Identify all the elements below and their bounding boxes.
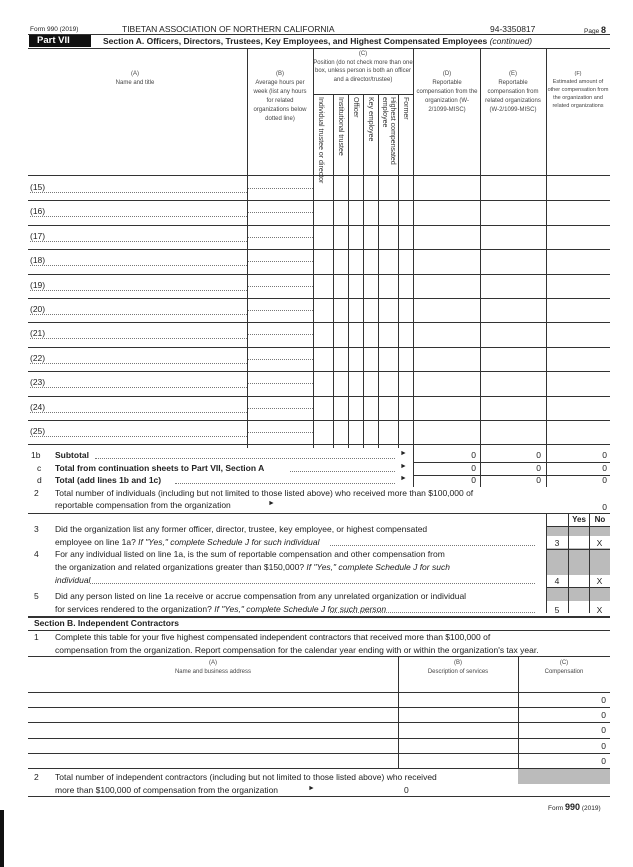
contractor-col-b: (B) Description of services xyxy=(427,660,489,675)
no-checkbox[interactable]: X xyxy=(596,538,603,548)
total-e: 0 xyxy=(536,475,541,485)
line2-value: 0 xyxy=(602,502,607,512)
section-b-line2-l1: Total number of independent contractors (including but not limited to those listed above) who received xyxy=(55,772,437,782)
question-line2: employee on line 1a? If "Yes," complete Schedule J for such individual xyxy=(55,537,320,547)
name-field[interactable] xyxy=(30,363,247,364)
question-num: 3 xyxy=(34,524,39,534)
dot-leader xyxy=(290,471,395,472)
row-divider xyxy=(28,396,610,397)
row-divider xyxy=(28,371,610,372)
question-line1: Did the organization list any former officer, director, trustee, key employee, or highest compensated xyxy=(55,524,428,534)
section-b-line2-value: 0 xyxy=(404,785,409,795)
total-label: Total (add lines 1b and 1c) xyxy=(55,475,162,485)
row-number: (19) xyxy=(30,279,46,290)
section-b-title: Section B. Independent Contractors xyxy=(34,618,179,628)
page-label: Page xyxy=(584,28,600,35)
total-f: 0 xyxy=(602,462,607,473)
no-checkbox[interactable]: X xyxy=(596,605,603,615)
arrow-icon: ► xyxy=(400,475,407,482)
contractor-row-divider xyxy=(28,707,610,708)
hours-divider xyxy=(248,334,313,335)
col-c-key-employee: Key employee xyxy=(367,97,374,142)
row-divider xyxy=(28,322,610,323)
row-divider xyxy=(28,420,610,421)
part-title-text: Section A. Officers, Directors, Trustees, Key Employees, and Highest Compensated Employees xyxy=(103,36,488,46)
question-line1: Did any person listed on line 1a receive or accrue compensation from any unrelated organization or individual xyxy=(55,591,467,601)
col-c-highest-compensated: Highest compensated employee xyxy=(381,97,396,165)
row-number: (20) xyxy=(30,304,46,314)
contractor-compensation: 0 xyxy=(601,725,606,736)
row-number: (17) xyxy=(30,230,46,241)
total-f: 0 xyxy=(602,475,607,485)
row-divider xyxy=(28,274,610,275)
contractor-compensation: 0 xyxy=(601,710,606,721)
contractor-compensation: 0 xyxy=(601,740,606,751)
row-number: (25) xyxy=(30,426,46,436)
name-field[interactable] xyxy=(30,387,247,388)
question-box-num: 4 xyxy=(554,576,560,586)
arrow-icon: ► xyxy=(308,785,315,792)
dot-leader xyxy=(175,483,395,484)
contractor-compensation: 0 xyxy=(601,695,606,705)
row-number: (18) xyxy=(30,255,46,266)
part-continued: (continued) xyxy=(489,36,533,46)
hours-divider xyxy=(248,286,313,287)
yes-header: Yes xyxy=(572,515,586,524)
total-d: 0 xyxy=(471,462,476,473)
section-b-num: 1 xyxy=(34,632,39,642)
total-f: 0 xyxy=(602,450,607,460)
total-e: 0 xyxy=(536,462,541,473)
contractor-row-divider xyxy=(28,753,610,754)
name-field[interactable] xyxy=(30,338,247,339)
hours-divider xyxy=(248,408,313,409)
row-number: (16) xyxy=(30,206,46,217)
total-num: d xyxy=(37,475,42,485)
section-b-l2: compensation from the organization. Report compensation for the calendar year ending with or within the organization's tax year. xyxy=(55,645,539,655)
dot-leader xyxy=(90,583,535,584)
name-field[interactable] xyxy=(30,192,247,193)
question-box-num: 3 xyxy=(554,538,560,548)
col-e-header: (E) Reportable compensation from related organizations (W-2/1099-MISC) xyxy=(485,71,541,113)
organization-name: TIBETAN ASSOCIATION OF NORTHERN CALIFORNIA xyxy=(122,24,335,34)
hours-divider xyxy=(248,237,313,238)
hours-divider xyxy=(248,432,313,433)
col-a-header: (A) Name and title xyxy=(115,71,155,86)
row-divider xyxy=(28,298,610,299)
line2-text2: reportable compensation from the organization xyxy=(55,500,231,510)
hours-divider xyxy=(248,261,313,262)
page-num: 8 xyxy=(601,25,607,35)
name-field[interactable] xyxy=(30,265,247,266)
total-label: Subtotal xyxy=(55,450,89,460)
question-box-num: 5 xyxy=(554,605,560,615)
yes-checkbox[interactable] xyxy=(568,604,589,616)
row-divider xyxy=(28,249,610,250)
yes-checkbox[interactable] xyxy=(568,575,589,587)
section-b-line2-l2: more than $100,000 of compensation from the organization xyxy=(55,785,279,795)
row-divider xyxy=(28,347,610,348)
row-number: (23) xyxy=(30,377,46,388)
col-f-header: (F) Estimated amount of other compensation from the organization and related organizations xyxy=(547,71,609,109)
hours-divider xyxy=(248,310,313,311)
total-num: 1b xyxy=(31,450,41,460)
question-num: 4 xyxy=(34,549,39,559)
row-number: (21) xyxy=(30,328,46,339)
row-number: (24) xyxy=(30,401,46,412)
total-label: Total from continuation sheets to Part VII, Section A xyxy=(55,462,265,473)
arrow-icon: ► xyxy=(268,500,275,507)
dot-leader xyxy=(330,545,535,546)
question-num: 5 xyxy=(34,591,39,601)
total-num: c xyxy=(37,462,42,473)
total-e: 0 xyxy=(536,450,541,460)
arrow-icon: ► xyxy=(400,450,407,457)
contractor-row-divider xyxy=(28,738,610,739)
contractor-row-divider xyxy=(28,722,610,723)
line2-num: 2 xyxy=(34,488,39,498)
part-label: Part VII xyxy=(29,35,91,47)
row-number: (15) xyxy=(30,182,46,192)
col-c-former: Former xyxy=(402,97,409,120)
col-c-institutional-trustee: Institutional trustee xyxy=(337,97,344,156)
dot-leader xyxy=(95,458,395,459)
name-field[interactable] xyxy=(30,314,247,315)
col-c-individual-trustee: Individual trustee or director xyxy=(317,97,324,184)
no-header: No xyxy=(594,515,606,524)
form-label: Form 990 (2019) xyxy=(30,26,79,33)
yes-checkbox[interactable] xyxy=(568,537,589,549)
question-line1: For any individual listed on line 1a, is the sum of reportable compensation and other compensation from xyxy=(55,549,445,559)
row-number: (22) xyxy=(30,352,46,363)
row-divider xyxy=(28,200,610,201)
total-d: 0 xyxy=(471,475,476,485)
row-divider xyxy=(28,225,610,226)
footer-form: Form 990 (2019) xyxy=(548,802,601,812)
hours-divider xyxy=(248,212,313,213)
hours-divider xyxy=(248,188,313,189)
part-title xyxy=(103,36,532,46)
name-field[interactable] xyxy=(30,216,247,217)
col-c-header: (C) Position (do not check more than one box, unless person is both an officer and a director/trustee) xyxy=(313,51,413,83)
col-d-header: (D) Reportable compensation from the organization (W-2/1099-MISC) xyxy=(416,71,478,113)
section-b-l1: Complete this table for your five highest compensated independent contractors that received more than $100,000 of xyxy=(55,632,491,642)
hours-divider xyxy=(248,383,313,384)
col-c-officer: Officer xyxy=(352,97,359,118)
row-divider xyxy=(28,444,610,445)
name-field[interactable] xyxy=(30,412,247,413)
question-line3: individual xyxy=(55,575,91,585)
row-divider xyxy=(546,587,610,588)
name-field[interactable] xyxy=(30,241,247,242)
section-b-line2-num: 2 xyxy=(34,772,39,782)
ein: 94-3350817 xyxy=(490,24,536,34)
question-line2: for services rendered to the organization? If "Yes," complete Schedule J for such person xyxy=(55,604,387,614)
contractor-col-a: (A) Name and business address xyxy=(174,660,252,675)
hours-divider xyxy=(248,359,313,360)
scan-edge xyxy=(0,810,4,867)
arrow-icon: ► xyxy=(400,462,407,470)
question-line2: the organization and related organizations greater than $150,000? If "Yes," complete Schedule J for such xyxy=(55,562,450,572)
contractor-col-c: (C) Compensation xyxy=(544,660,584,675)
name-field[interactable] xyxy=(30,436,247,437)
contractor-compensation: 0 xyxy=(601,755,606,766)
total-d: 0 xyxy=(471,450,476,460)
dot-leader xyxy=(330,612,535,613)
name-field[interactable] xyxy=(30,290,247,291)
no-checkbox[interactable]: X xyxy=(596,576,603,586)
row-divider xyxy=(546,549,610,550)
line2-text1: Total number of individuals (including but not limited to those listed above) who received more than $100,000 of xyxy=(55,488,474,498)
col-b-header: (B) Average hours per week (list any hours for related organizations below dotted line) xyxy=(253,71,307,122)
